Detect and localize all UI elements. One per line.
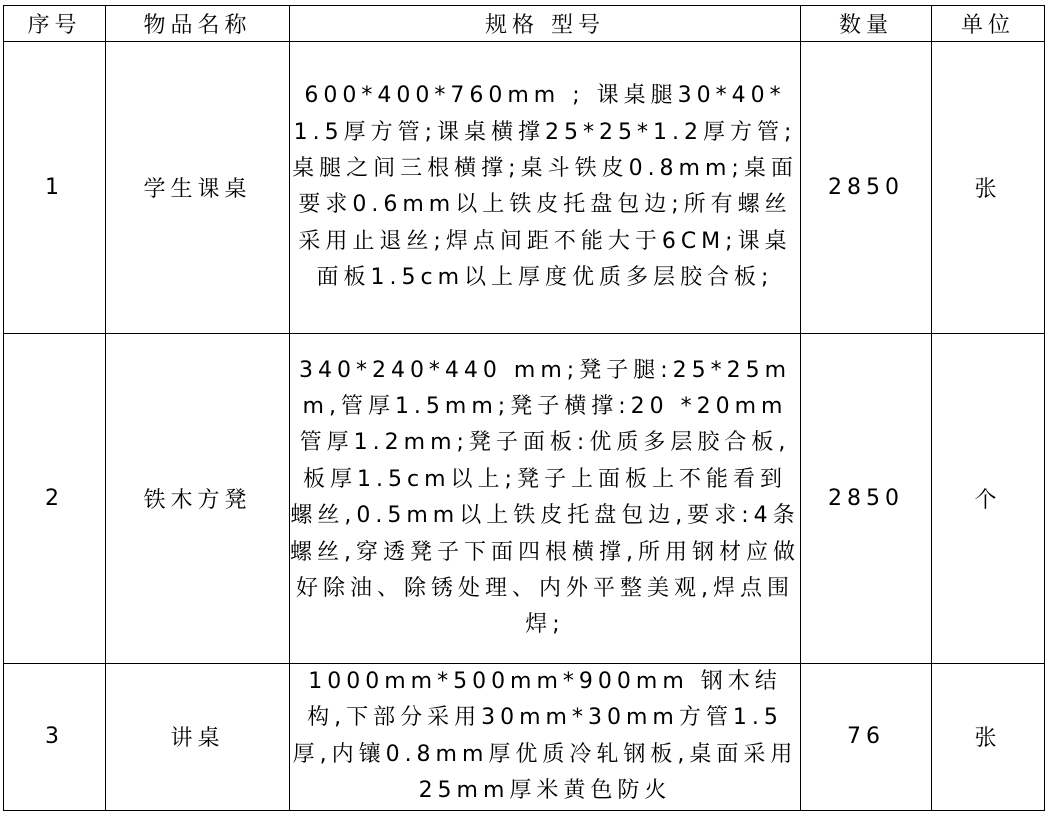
row-spec: 600*400*760mm ; 课桌腿30*40*1.5厚方管;课桌横撑25*25*1.2厚方管;桌腿之间三根横撑;桌斗铁皮0.8mm;桌面要求0.6mm以上铁皮托盘包边;所有螺丝采用止退丝;焊点间距不能大于6CM;课桌面板1.5cm以上厚度优质多层胶合板; (290, 42, 801, 334)
header-unit: 单位 (932, 6, 1045, 42)
row-index: 1 (4, 42, 106, 334)
row-quantity: 2850 (801, 333, 932, 663)
row-unit: 张 (932, 42, 1045, 334)
row-unit: 张 (932, 663, 1045, 810)
row-spec: 340*240*440 mm;凳子腿:25*25mm,管厚1.5mm;凳子横撑:20 *20mm管厚1.2mm;凳子面板:优质多层胶合板,板厚1.5cm以上;凳子上面板上不能看到螺丝,0.5mm以上铁皮托盘包边,要求:4条螺丝,穿透凳子下面四根横撑,所用钢材应做好除油、除锈处理、内外平整美观,焊点围焊; (290, 333, 801, 663)
row-name: 讲桌 (106, 663, 290, 810)
spec-table (3, 5, 1045, 811)
header-index: 序号 (4, 6, 106, 42)
header-name: 物品名称 (106, 6, 290, 42)
row-spec: 1000mm*500mm*900mm 钢木结构,下部分采用30mm*30mm方管1.5厚,内镶0.8mm厚优质冷轧钢板,桌面采用25mm厚米黄色防火 (290, 663, 801, 810)
header-spec: 规格 型号 (290, 6, 801, 42)
row-quantity: 2850 (801, 42, 932, 334)
row-name: 铁木方凳 (106, 333, 290, 663)
row-index: 3 (4, 663, 106, 810)
row-index: 2 (4, 333, 106, 663)
row-unit: 个 (932, 333, 1045, 663)
table-row (4, 42, 1045, 334)
table-row (4, 663, 1045, 810)
header-quantity: 数量 (801, 6, 932, 42)
row-quantity: 76 (801, 663, 932, 810)
table-row (4, 333, 1045, 663)
row-name: 学生课桌 (106, 42, 290, 334)
header-row (4, 6, 1045, 42)
